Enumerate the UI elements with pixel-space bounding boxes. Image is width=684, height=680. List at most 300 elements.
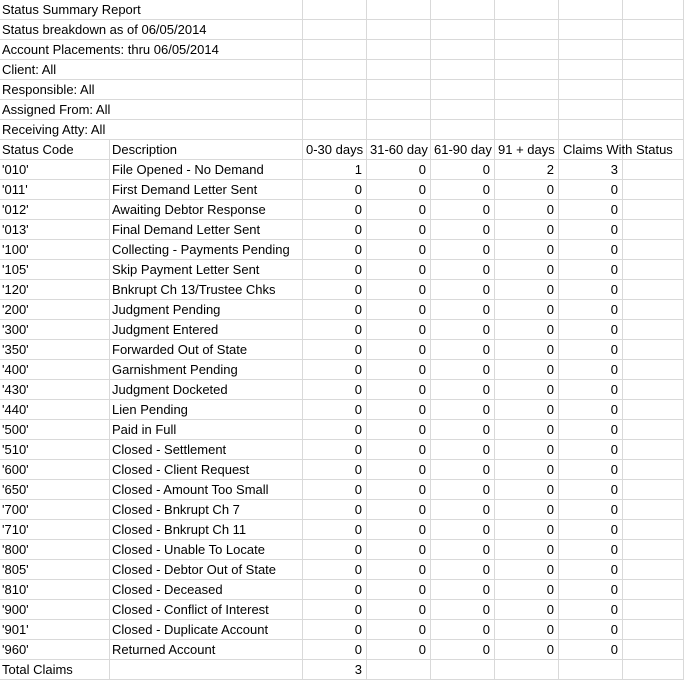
days-0-30-cell[interactable]: 0 <box>303 440 367 459</box>
claims-with-status-cell[interactable]: 0 <box>559 240 623 259</box>
report-breakdown-row <box>0 20 684 40</box>
description-cell[interactable]: Collecting - Payments Pending <box>110 240 303 259</box>
days-61-90-cell[interactable]: 0 <box>431 240 495 259</box>
days-91-plus-cell[interactable]: 0 <box>495 520 559 539</box>
header-91-plus-days[interactable]: 91 + days <box>495 140 559 159</box>
days-31-60-cell[interactable]: 0 <box>367 200 431 219</box>
days-31-60-cell[interactable]: 0 <box>367 640 431 659</box>
empty-cell[interactable] <box>495 100 559 119</box>
days-91-plus-cell[interactable]: 0 <box>495 420 559 439</box>
claims-with-status-cell[interactable]: 0 <box>559 640 623 659</box>
status-code-cell[interactable]: '710' <box>0 520 110 539</box>
days-61-90-cell[interactable]: 0 <box>431 420 495 439</box>
empty-cell[interactable] <box>559 660 623 679</box>
empty-cell[interactable] <box>303 100 367 119</box>
table-row <box>0 560 684 580</box>
empty-cell[interactable] <box>367 80 431 99</box>
days-31-60-cell[interactable]: 0 <box>367 300 431 319</box>
table-row <box>0 380 684 400</box>
days-0-30-cell[interactable]: 0 <box>303 360 367 379</box>
claims-with-status-cell[interactable]: 0 <box>559 560 623 579</box>
claims-with-status-cell[interactable]: 3 <box>559 160 623 179</box>
days-61-90-cell[interactable]: 0 <box>431 160 495 179</box>
account-placements-text[interactable]: Account Placements: thru 06/05/2014 <box>2 42 219 57</box>
empty-cell[interactable] <box>623 440 684 459</box>
days-31-60-cell[interactable]: 0 <box>367 560 431 579</box>
table-row <box>0 600 684 620</box>
table-row <box>0 460 684 480</box>
description-cell[interactable]: Closed - Bnkrupt Ch 11 <box>110 520 303 539</box>
empty-cell[interactable] <box>431 0 495 19</box>
empty-cell[interactable] <box>431 60 495 79</box>
empty-cell[interactable] <box>495 60 559 79</box>
days-61-90-cell[interactable]: 0 <box>431 620 495 639</box>
empty-cell[interactable] <box>623 320 684 339</box>
days-0-30-cell[interactable]: 0 <box>303 600 367 619</box>
table-row <box>0 580 684 600</box>
days-0-30-cell[interactable]: 0 <box>303 300 367 319</box>
table-body <box>0 160 684 660</box>
status-code-cell[interactable]: '200' <box>0 300 110 319</box>
days-91-plus-cell[interactable]: 0 <box>495 320 559 339</box>
table-row <box>0 340 684 360</box>
empty-cell[interactable] <box>110 660 303 679</box>
days-91-plus-cell[interactable]: 0 <box>495 560 559 579</box>
days-61-90-cell[interactable]: 0 <box>431 520 495 539</box>
empty-cell[interactable] <box>495 0 559 19</box>
empty-cell[interactable] <box>623 0 684 19</box>
empty-cell[interactable] <box>623 60 684 79</box>
empty-cell[interactable] <box>495 20 559 39</box>
days-61-90-cell[interactable]: 0 <box>431 580 495 599</box>
days-61-90-cell[interactable]: 0 <box>431 340 495 359</box>
table-row <box>0 320 684 340</box>
description-cell[interactable]: Forwarded Out of State <box>110 340 303 359</box>
empty-cell[interactable] <box>623 540 684 559</box>
description-cell[interactable]: Skip Payment Letter Sent <box>110 260 303 279</box>
status-code-cell[interactable]: '013' <box>0 220 110 239</box>
total-claims-label[interactable]: Total Claims <box>0 660 110 679</box>
claims-with-status-cell[interactable]: 0 <box>559 380 623 399</box>
status-code-cell[interactable]: '010' <box>0 160 110 179</box>
description-cell[interactable]: Judgment Docketed <box>110 380 303 399</box>
description-cell[interactable]: Lien Pending <box>110 400 303 419</box>
empty-cell[interactable] <box>110 80 303 99</box>
description-cell[interactable]: Closed - Client Request <box>110 460 303 479</box>
days-0-30-cell[interactable]: 0 <box>303 220 367 239</box>
claims-with-status-cell[interactable]: 0 <box>559 540 623 559</box>
status-code-cell[interactable]: '510' <box>0 440 110 459</box>
report-assigned-from-row <box>0 100 684 120</box>
header-31-60-days[interactable]: 31-60 day <box>367 140 431 159</box>
description-cell[interactable]: First Demand Letter Sent <box>110 180 303 199</box>
empty-cell[interactable] <box>623 600 684 619</box>
empty-cell[interactable] <box>559 0 623 19</box>
days-0-30-cell[interactable]: 0 <box>303 200 367 219</box>
header-claims-with-status[interactable]: Claims With Status <box>559 140 623 159</box>
status-code-cell[interactable]: '810' <box>0 580 110 599</box>
empty-cell[interactable] <box>623 40 684 59</box>
description-cell[interactable]: Bnkrupt Ch 13/Trustee Chks <box>110 280 303 299</box>
empty-cell[interactable] <box>367 40 431 59</box>
empty-cell[interactable] <box>303 120 367 139</box>
claims-with-status-cell[interactable]: 0 <box>559 300 623 319</box>
empty-cell[interactable] <box>623 580 684 599</box>
empty-cell[interactable] <box>623 380 684 399</box>
days-0-30-cell[interactable]: 0 <box>303 560 367 579</box>
table-row <box>0 260 684 280</box>
empty-cell[interactable] <box>559 40 623 59</box>
days-31-60-cell[interactable]: 0 <box>367 420 431 439</box>
days-0-30-cell[interactable]: 0 <box>303 580 367 599</box>
status-code-cell[interactable]: '700' <box>0 500 110 519</box>
days-91-plus-cell[interactable]: 0 <box>495 200 559 219</box>
empty-cell[interactable] <box>623 160 684 179</box>
claims-with-status-cell[interactable]: 0 <box>559 320 623 339</box>
empty-cell[interactable] <box>623 80 684 99</box>
days-61-90-cell[interactable]: 0 <box>431 320 495 339</box>
empty-cell[interactable] <box>623 480 684 499</box>
status-code-cell[interactable]: '500' <box>0 420 110 439</box>
empty-cell[interactable] <box>495 80 559 99</box>
days-31-60-cell[interactable]: 0 <box>367 460 431 479</box>
days-31-60-cell[interactable]: 0 <box>367 440 431 459</box>
empty-cell[interactable] <box>495 40 559 59</box>
empty-cell[interactable] <box>623 360 684 379</box>
table-row <box>0 240 684 260</box>
days-91-plus-cell[interactable]: 0 <box>495 480 559 499</box>
receiving-atty-filter-text[interactable]: Receiving Atty: All <box>2 122 106 137</box>
status-code-cell[interactable]: '400' <box>0 360 110 379</box>
days-31-60-cell[interactable]: 0 <box>367 340 431 359</box>
empty-cell[interactable] <box>303 40 367 59</box>
table-row <box>0 200 684 220</box>
empty-cell[interactable] <box>623 560 684 579</box>
days-0-30-cell[interactable]: 0 <box>303 420 367 439</box>
days-91-plus-cell[interactable]: 0 <box>495 340 559 359</box>
claims-with-status-cell[interactable]: 0 <box>559 360 623 379</box>
table-row <box>0 420 684 440</box>
header-status-code[interactable]: Status Code <box>0 140 110 159</box>
description-cell[interactable]: Closed - Bnkrupt Ch 7 <box>110 500 303 519</box>
days-61-90-cell[interactable]: 0 <box>431 180 495 199</box>
description-cell[interactable]: Closed - Unable To Locate <box>110 540 303 559</box>
days-0-30-cell[interactable]: 1 <box>303 160 367 179</box>
days-31-60-cell[interactable]: 0 <box>367 280 431 299</box>
description-cell[interactable]: Closed - Amount Too Small <box>110 480 303 499</box>
empty-cell[interactable] <box>559 80 623 99</box>
claims-with-status-cell[interactable]: 0 <box>559 420 623 439</box>
days-31-60-cell[interactable]: 0 <box>367 220 431 239</box>
days-0-30-cell[interactable]: 0 <box>303 260 367 279</box>
status-code-cell[interactable]: '600' <box>0 460 110 479</box>
days-31-60-cell[interactable]: 0 <box>367 540 431 559</box>
empty-cell[interactable] <box>303 60 367 79</box>
empty-cell[interactable] <box>431 80 495 99</box>
days-0-30-cell[interactable]: 0 <box>303 340 367 359</box>
days-31-60-cell[interactable]: 0 <box>367 320 431 339</box>
days-0-30-cell[interactable]: 0 <box>303 540 367 559</box>
days-61-90-cell[interactable]: 0 <box>431 280 495 299</box>
description-cell[interactable]: File Opened - No Demand <box>110 160 303 179</box>
days-31-60-cell[interactable]: 0 <box>367 580 431 599</box>
empty-cell[interactable] <box>303 0 367 19</box>
claims-with-status-cell[interactable]: 0 <box>559 520 623 539</box>
description-cell[interactable]: Final Demand Letter Sent <box>110 220 303 239</box>
status-code-cell[interactable]: '430' <box>0 380 110 399</box>
empty-cell[interactable] <box>367 120 431 139</box>
claims-with-status-cell[interactable]: 0 <box>559 220 623 239</box>
claims-with-status-cell[interactable]: 0 <box>559 600 623 619</box>
table-row <box>0 440 684 460</box>
table-row <box>0 640 684 660</box>
report-title[interactable]: Status Summary Report <box>2 2 141 17</box>
status-code-cell[interactable]: '900' <box>0 600 110 619</box>
days-61-90-cell[interactable]: 0 <box>431 480 495 499</box>
description-cell[interactable]: Returned Account <box>110 640 303 659</box>
description-cell[interactable]: Paid in Full <box>110 420 303 439</box>
empty-cell[interactable] <box>559 100 623 119</box>
days-31-60-cell[interactable]: 0 <box>367 600 431 619</box>
days-91-plus-cell[interactable]: 0 <box>495 500 559 519</box>
table-row <box>0 180 684 200</box>
empty-cell[interactable] <box>623 660 684 679</box>
days-61-90-cell[interactable]: 0 <box>431 600 495 619</box>
table-row <box>0 400 684 420</box>
table-row <box>0 360 684 380</box>
empty-cell[interactable] <box>623 520 684 539</box>
status-code-cell[interactable]: '350' <box>0 340 110 359</box>
empty-cell[interactable] <box>623 400 684 419</box>
table-row <box>0 160 684 180</box>
days-91-plus-cell[interactable]: 0 <box>495 400 559 419</box>
header-61-90-days[interactable]: 61-90 day <box>431 140 495 159</box>
status-code-cell[interactable]: '105' <box>0 260 110 279</box>
empty-cell[interactable] <box>623 100 684 119</box>
empty-cell[interactable] <box>559 60 623 79</box>
days-91-plus-cell[interactable]: 2 <box>495 160 559 179</box>
status-code-cell[interactable]: '960' <box>0 640 110 659</box>
days-0-30-cell[interactable]: 0 <box>303 320 367 339</box>
report-title-row <box>0 0 684 20</box>
status-code-cell[interactable]: '650' <box>0 480 110 499</box>
empty-cell[interactable] <box>623 500 684 519</box>
days-61-90-cell[interactable]: 0 <box>431 500 495 519</box>
empty-cell[interactable] <box>110 100 303 119</box>
days-61-90-cell[interactable]: 0 <box>431 640 495 659</box>
description-cell[interactable]: Closed - Duplicate Account <box>110 620 303 639</box>
status-code-cell[interactable]: '120' <box>0 280 110 299</box>
claims-with-status-cell[interactable]: 0 <box>559 280 623 299</box>
empty-cell[interactable] <box>623 120 684 139</box>
empty-cell[interactable] <box>623 240 684 259</box>
table-row <box>0 300 684 320</box>
days-91-plus-cell[interactable]: 0 <box>495 600 559 619</box>
header-0-30-days[interactable]: 0-30 days <box>303 140 367 159</box>
empty-cell[interactable] <box>431 40 495 59</box>
days-91-plus-cell[interactable]: 0 <box>495 620 559 639</box>
days-0-30-cell[interactable]: 0 <box>303 400 367 419</box>
empty-cell[interactable] <box>431 20 495 39</box>
days-61-90-cell[interactable]: 0 <box>431 460 495 479</box>
description-cell[interactable]: Awaiting Debtor Response <box>110 200 303 219</box>
description-cell[interactable]: Judgment Pending <box>110 300 303 319</box>
empty-cell[interactable] <box>623 200 684 219</box>
empty-cell[interactable] <box>431 100 495 119</box>
empty-cell[interactable] <box>303 80 367 99</box>
days-61-90-cell[interactable]: 0 <box>431 540 495 559</box>
days-91-plus-cell[interactable]: 0 <box>495 260 559 279</box>
claims-with-status-cell[interactable]: 0 <box>559 260 623 279</box>
empty-cell[interactable] <box>623 300 684 319</box>
days-91-plus-cell[interactable]: 0 <box>495 540 559 559</box>
days-31-60-cell[interactable]: 0 <box>367 480 431 499</box>
days-91-plus-cell[interactable]: 0 <box>495 180 559 199</box>
empty-cell[interactable] <box>623 280 684 299</box>
description-cell[interactable]: Closed - Debtor Out of State <box>110 560 303 579</box>
days-31-60-cell[interactable]: 0 <box>367 240 431 259</box>
empty-cell[interactable] <box>559 20 623 39</box>
assigned-from-filter-text[interactable]: Assigned From: All <box>2 102 111 117</box>
claims-with-status-cell[interactable]: 0 <box>559 460 623 479</box>
days-91-plus-cell[interactable]: 0 <box>495 220 559 239</box>
empty-cell[interactable] <box>623 180 684 199</box>
days-0-30-cell[interactable]: 0 <box>303 520 367 539</box>
claims-with-status-cell[interactable]: 0 <box>559 440 623 459</box>
status-code-cell[interactable]: '805' <box>0 560 110 579</box>
empty-cell[interactable] <box>367 660 431 679</box>
claims-with-status-cell[interactable]: 0 <box>559 340 623 359</box>
status-code-cell[interactable]: '800' <box>0 540 110 559</box>
claims-with-status-cell[interactable]: 0 <box>559 400 623 419</box>
days-61-90-cell[interactable]: 0 <box>431 220 495 239</box>
header-description[interactable]: Description <box>110 140 303 159</box>
status-code-cell[interactable]: '300' <box>0 320 110 339</box>
empty-cell[interactable] <box>623 220 684 239</box>
empty-cell[interactable] <box>431 120 495 139</box>
empty-cell[interactable] <box>110 120 303 139</box>
table-row <box>0 520 684 540</box>
table-row <box>0 220 684 240</box>
claims-with-status-cell[interactable]: 0 <box>559 620 623 639</box>
days-0-30-cell[interactable]: 0 <box>303 380 367 399</box>
status-breakdown-text[interactable]: Status breakdown as of 06/05/2014 <box>2 22 207 37</box>
description-cell[interactable]: Judgment Entered <box>110 320 303 339</box>
days-0-30-cell[interactable]: 0 <box>303 280 367 299</box>
empty-cell[interactable] <box>623 640 684 659</box>
days-0-30-cell[interactable]: 0 <box>303 500 367 519</box>
table-row <box>0 480 684 500</box>
days-61-90-cell[interactable]: 0 <box>431 560 495 579</box>
status-code-cell[interactable]: '012' <box>0 200 110 219</box>
report-placements-row <box>0 40 684 60</box>
empty-cell[interactable] <box>303 20 367 39</box>
empty-cell[interactable] <box>559 120 623 139</box>
table-row <box>0 280 684 300</box>
days-0-30-cell[interactable]: 0 <box>303 460 367 479</box>
days-31-60-cell[interactable]: 0 <box>367 400 431 419</box>
empty-cell[interactable] <box>367 20 431 39</box>
days-61-90-cell[interactable]: 0 <box>431 260 495 279</box>
days-91-plus-cell[interactable]: 0 <box>495 580 559 599</box>
days-61-90-cell[interactable]: 0 <box>431 300 495 319</box>
description-cell[interactable]: Closed - Deceased <box>110 580 303 599</box>
days-61-90-cell[interactable]: 0 <box>431 380 495 399</box>
claims-with-status-cell[interactable]: 0 <box>559 200 623 219</box>
days-31-60-cell[interactable]: 0 <box>367 360 431 379</box>
days-31-60-cell[interactable]: 0 <box>367 160 431 179</box>
days-91-plus-cell[interactable]: 0 <box>495 280 559 299</box>
description-cell[interactable]: Closed - Settlement <box>110 440 303 459</box>
days-0-30-cell[interactable]: 0 <box>303 480 367 499</box>
table-row <box>0 500 684 520</box>
days-91-plus-cell[interactable]: 0 <box>495 300 559 319</box>
empty-cell[interactable] <box>623 620 684 639</box>
empty-cell[interactable] <box>495 660 559 679</box>
days-0-30-cell[interactable]: 0 <box>303 180 367 199</box>
claims-with-status-cell[interactable]: 0 <box>559 480 623 499</box>
table-row <box>0 620 684 640</box>
empty-cell[interactable] <box>495 120 559 139</box>
empty-cell[interactable] <box>623 340 684 359</box>
days-31-60-cell[interactable]: 0 <box>367 180 431 199</box>
empty-cell[interactable] <box>623 140 684 159</box>
empty-cell[interactable] <box>623 20 684 39</box>
table-row <box>0 540 684 560</box>
client-filter-text[interactable]: Client: All <box>2 62 57 77</box>
report-receiving-atty-row <box>0 120 684 140</box>
description-cell[interactable]: Garnishment Pending <box>110 360 303 379</box>
empty-cell[interactable] <box>623 260 684 279</box>
empty-cell[interactable] <box>623 420 684 439</box>
empty-cell[interactable] <box>367 0 431 19</box>
days-91-plus-cell[interactable]: 0 <box>495 240 559 259</box>
empty-cell[interactable] <box>367 60 431 79</box>
total-claims-value[interactable]: 3 <box>303 660 367 679</box>
status-code-cell[interactable]: '100' <box>0 240 110 259</box>
days-61-90-cell[interactable]: 0 <box>431 440 495 459</box>
empty-cell[interactable] <box>367 100 431 119</box>
days-91-plus-cell[interactable]: 0 <box>495 460 559 479</box>
days-61-90-cell[interactable]: 0 <box>431 400 495 419</box>
days-31-60-cell[interactable]: 0 <box>367 380 431 399</box>
days-61-90-cell[interactable]: 0 <box>431 200 495 219</box>
days-61-90-cell[interactable]: 0 <box>431 360 495 379</box>
days-91-plus-cell[interactable]: 0 <box>495 640 559 659</box>
days-91-plus-cell[interactable]: 0 <box>495 360 559 379</box>
status-code-cell[interactable]: '011' <box>0 180 110 199</box>
days-91-plus-cell[interactable]: 0 <box>495 440 559 459</box>
claims-with-status-cell[interactable]: 0 <box>559 580 623 599</box>
days-91-plus-cell[interactable]: 0 <box>495 380 559 399</box>
days-31-60-cell[interactable]: 0 <box>367 520 431 539</box>
days-0-30-cell[interactable]: 0 <box>303 620 367 639</box>
days-0-30-cell[interactable]: 0 <box>303 640 367 659</box>
days-0-30-cell[interactable]: 0 <box>303 240 367 259</box>
responsible-filter-text[interactable]: Responsible: All <box>2 82 95 97</box>
empty-cell[interactable] <box>431 660 495 679</box>
status-code-cell[interactable]: '440' <box>0 400 110 419</box>
description-cell[interactable]: Closed - Conflict of Interest <box>110 600 303 619</box>
days-31-60-cell[interactable]: 0 <box>367 260 431 279</box>
days-31-60-cell[interactable]: 0 <box>367 620 431 639</box>
empty-cell[interactable] <box>110 60 303 79</box>
empty-cell[interactable] <box>623 460 684 479</box>
claims-with-status-cell[interactable]: 0 <box>559 500 623 519</box>
days-31-60-cell[interactable]: 0 <box>367 500 431 519</box>
claims-with-status-cell[interactable]: 0 <box>559 180 623 199</box>
status-code-cell[interactable]: '901' <box>0 620 110 639</box>
